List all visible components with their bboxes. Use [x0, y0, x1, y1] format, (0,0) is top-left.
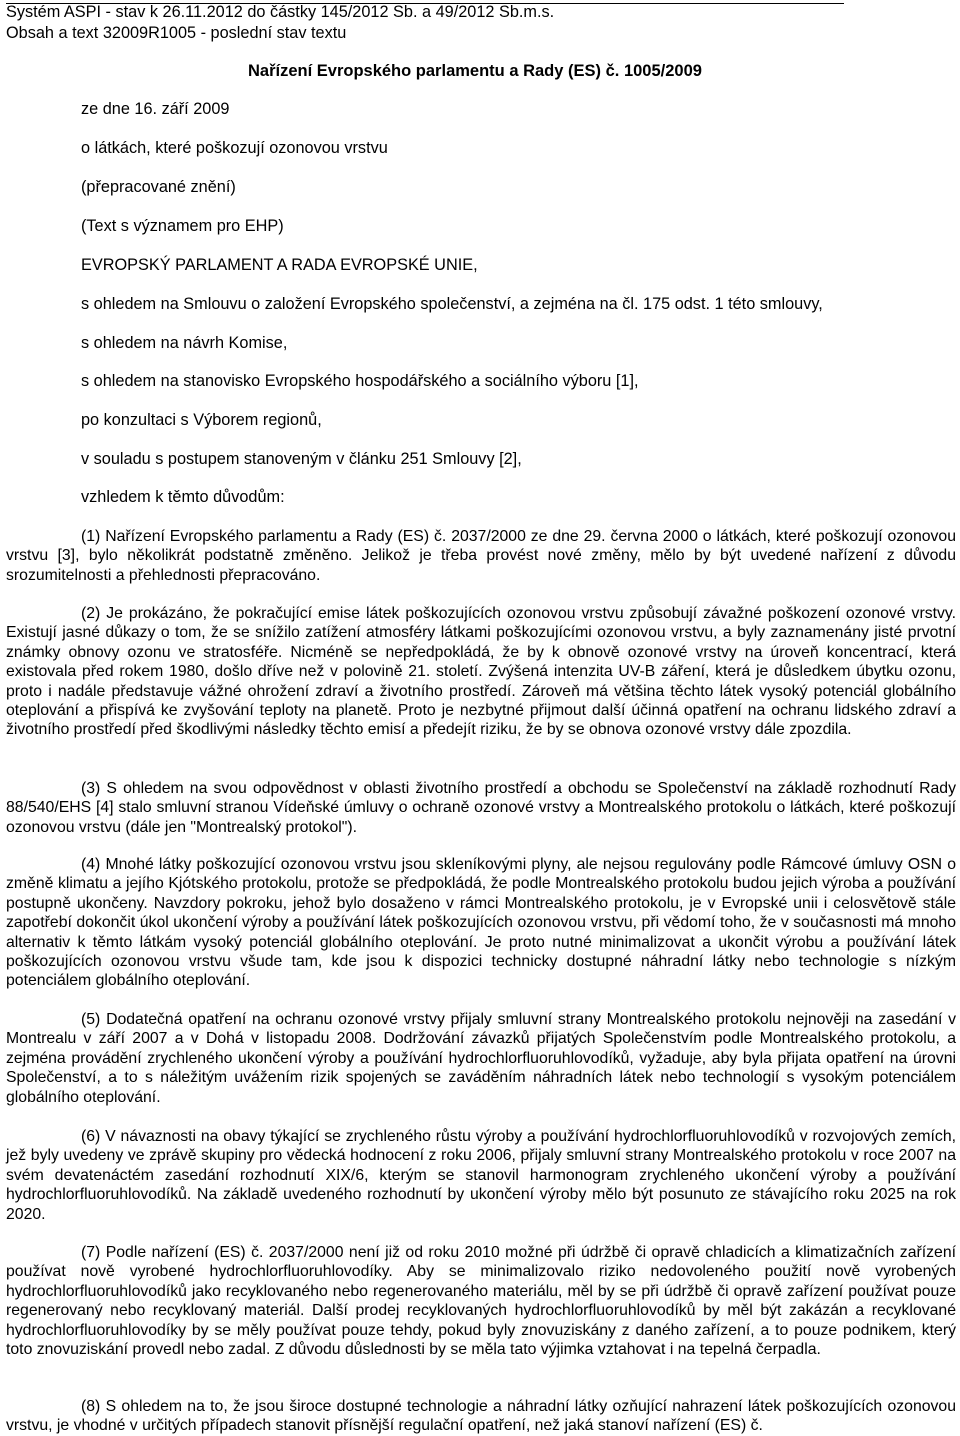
document-header [6, 2, 554, 44]
header-rule [6, 3, 844, 4]
eea-relevance-note: (Text s významem pro EHP) [81, 217, 284, 235]
recital-paragraph: (8) S ohledem na to, že jsou široce dostupné technologie a náhradní látky ozňující nahrazení látek poškozujících ozonovou vrstvu, je vhodné v určitých případech stanovit přísnější regulační opatření, než jaká stanoví nařízení (ES) č. [6, 1398, 956, 1435]
issuing-authority: EVROPSKÝ PARLAMENT A RADA EVROPSKÉ UNIE, [81, 256, 478, 274]
recital-paragraph: (2) Je prokázáno, že pokračující emise látek poškozujících ozonovou vrstvu způsobují závažné poškození ozonové vrstvy. Existují jasné důkazy o tom, že se snížilo zatížení atmosféry látkami poškozujícími ozonovou vrstvu, a byly zaznamenány jisté prvotní známky obnovy ozonu ve stratosféře. Nicméně se nepředpokládá, že by k obnově ozonové vrstvy na úroveň koncentrací, která existovala před rokem 1980, došlo dříve než v polovině 21. století. Zvýšená intenzita UV-B záření, která je důsledkem úbytku ozonu, proto i nadále představuje vážné ohrožení zdraví a životního prostředí. Zároveň má většina těchto látek vysoký potenciál globálního oteplování a přispívá ke zvyšování teploty na planetě. Proto je nezbytné přijmout další účinná opatření na ochranu lidského zdraví a životního prostředí před škodlivými následky těchto emisí a předejít riziku, že by se obnova ozonové vrstvy dále zpozdila. [6, 605, 956, 739]
header-status-line: Systém ASPI - stav k 26.11.2012 do částky 145/2012 Sb. a 49/2012 Sb.m.s. [6, 3, 555, 21]
citation-line: vzhledem k těmto důvodům: [81, 488, 285, 506]
citation-line: s ohledem na stanovisko Evropského hospodářského a sociálního výboru [1], [81, 372, 639, 390]
citation-line: po konzultaci s Výborem regionů, [81, 411, 322, 429]
recital-paragraph: (3) S ohledem na svou odpovědnost v oblasti životního prostředí a obchodu se Společenství na základě rozhodnutí Rady 88/540/EHS [4] stalo smluvní stranou Vídeňské úmluvy o ochraně ozonové vrstvy a Montrealského protokolu o látkách, které poškozují ozonovou vrstvu (dále jen "Montrealský protokol"). [6, 780, 956, 836]
citation-line: v souladu s postupem stanoveným v článku 251 Smlouvy [2], [81, 450, 522, 468]
citation-line: s ohledem na návrh Komise, [81, 334, 288, 352]
recital-paragraph: (5) Dodatečná opatření na ochranu ozonové vrstvy přijaly smluvní strany Montrealského protokolu nejnověji na zasedání v Montrealu v září 2007 a v Dohá v listopadu 2008. Dodržování závazků přijatých Společenstvím podle Montrealského protokolu, a zejména provádění zrychleného ukončení výroby a používání hydrochlorfluoruhlovodíků, vyžaduje, aby byla přijata opatření na úrovni Společenství, a to s náležitým uvážením rizik spojených se zaváděním náhradních látek nebo technologií s vysokým potenciálem globálního oteplování. [6, 1011, 956, 1106]
recital-paragraph: (7) Podle nařízení (ES) č. 2037/2000 není již od roku 2010 možné při údržbě či opravě chladicích a klimatizačních zařízení používat nově vyrobené hydrochlorfluoruhlovodíky. Aby se minimalizovalo riziko nedovoleného použití nově vyrobených hydrochlorfluoruhlovodíků jako recyklovaného nebo regenerovaného materiálu, měl by se při údržbě či opravě zařízení používat pouze regenerovaný nebo recyklovaný materiál. Další prodej recyklovaných hydrochlorfluoruhlovodíků by měl být zakázán a recyklované hydrochlorfluoruhlovodíky by se měly používat pouze tehdy, pokud byly znovuziskány z daného zařízení, a to pouze podnikem, který toto znovuziskání provedl nebo zadal. Z důvodu důslednosti by se měla tato výjimka vztahovat i na tepelná čerpadla. [6, 1244, 956, 1359]
recital-paragraph: (6) V návaznosti na obavy týkající se zrychleného růstu výroby a používání hydrochlorfluoruhlovodíků v rozvojových zemích, jež byly uvedeny ve zprávě skupiny pro vědecká hodnocení z roku 2006, přijaly smluvní strany Montrealského protokolu v roce 2007 na svém devatenáctém zasedání rozhodnutí XIX/6, kterým se stanovil harmonogram zrychleného ukončení výroby a používání hydrochlorfluoruhlovodíků. Na základě uvedeného rozhodnutí by ukončení výroby mělo být posunuto ze stávajícího roku 2025 na rok 2020. [6, 1128, 956, 1223]
regulation-date: ze dne 16. září 2009 [81, 100, 230, 118]
recital-paragraph: (4) Mnohé látky poškozující ozonovou vrstvu jsou skleníkovými plyny, ale nejsou regulovány podle Rámcové úmluvy OSN o změně klimatu a jejího Kjótského protokolu, protože se předpokládá, že podle Montrealského protokolu budou jejich výroba a používání postupně ukončeny. Navzdory pokroku, jehož bylo dosaženo v rámci Montrealského protokolu, je v Evropské unii i celosvětově stále zapotřebí dokončit úkol ukončení výroby a používání látek poškozujících ozonovou vrstvu, při vědomí toho, že v současnosti má mnoho alternativ k těmto látkám vysoký potenciál globálního oteplování. Je proto nutné minimalizovat a ukončit výrobu a používání látek poškozujících ozonovou vrstvu všude tam, kde jsou k dispozici technicky dostupné náhradní látky nebo technologie s nízkým potenciálem globálního oteplování. [6, 856, 956, 990]
recital-paragraph: (1) Nařízení Evropského parlamentu a Rady (ES) č. 2037/2000 ze dne 29. června 2000 o látkách, které poškozují ozonovou vrstvu [3], bylo několikrát podstatně změněno. Jelikož je třeba provést nové změny, mělo by být uvedené nařízení z důvodu srozumitelnosti a přehlednosti přepracováno. [6, 528, 956, 584]
header-content-line: Obsah a text 32009R1005 - poslední stav textu [6, 24, 347, 42]
citation-line: s ohledem na Smlouvu o založení Evropského společenství, a zejména na čl. 175 odst. 1 této smlouvy, [81, 295, 823, 313]
regulation-title: Nařízení Evropského parlamentu a Rady (ES) č. 1005/2009 [248, 62, 702, 80]
regulation-subject: o látkách, které poškozují ozonovou vrstvu [81, 139, 388, 157]
recast-note: (přepracované znění) [81, 178, 236, 196]
